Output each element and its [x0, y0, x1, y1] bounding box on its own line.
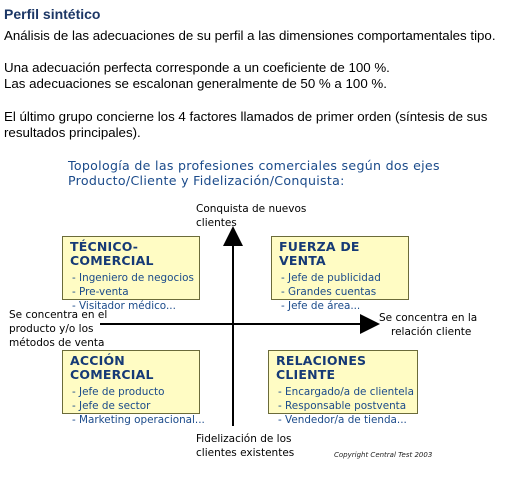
quadrant-title: RELACIONES CLIENTE	[276, 353, 367, 382]
axis-label-top-line-2: clientes	[196, 217, 237, 229]
axis-label-left-line-1: Se concentra en el	[9, 309, 108, 321]
quadrant-item: - Jefe de producto	[72, 386, 165, 398]
quadrant-title: TÉCNICO-COMERCIAL	[70, 239, 154, 268]
quadrant-item: - Marketing operacional...	[72, 414, 205, 426]
axis-label-top-line-1: Conquista de nuevos	[196, 203, 307, 215]
quadrant-item: - Encargado/a de clientela	[278, 386, 414, 398]
quadrant-item: - Visitador médico...	[72, 300, 176, 312]
axis-label-left-line-3: métodos de venta	[9, 337, 105, 349]
diagram-title-line-2: Producto/Cliente y Fidelización/Conquista:	[68, 173, 345, 188]
quadrant-item: - Vendedor/a de tienda...	[278, 414, 407, 426]
quadrant-item: - Ingeniero de negocios	[72, 272, 194, 284]
axis-label-left-line-2: producto y/o los	[9, 323, 94, 335]
group-paragraph: El último grupo concierne los 4 factores llamados de primer orden (síntesis de sus resultados principales).	[4, 109, 488, 140]
axis-label-right-line-2: relación cliente	[391, 326, 472, 338]
page-heading: Perfil sintético	[4, 6, 101, 22]
quadrant-title: FUERZA DE VENTA	[279, 239, 360, 268]
quadrant-fuerza-de-venta	[271, 236, 409, 312]
copyright-notice: Copyright Central Test 2003	[334, 451, 433, 459]
quadrant-item: - Grandes cuentas	[281, 286, 377, 298]
coefficient-line-1: Una adecuación perfecta corresponde a un coeficiente de 100 %.	[4, 60, 390, 75]
axis-label-right-line-1: Se concentra en la	[379, 312, 478, 324]
quadrant-title: ACCIÓN COMERCIAL	[70, 353, 154, 382]
quadrant-relaciones-cliente	[268, 350, 418, 426]
quadrant-item: - Jefe de sector	[72, 400, 151, 412]
intro-paragraph: Análisis de las adecuaciones de su perfil a las dimensiones comportamentales tipo.	[4, 28, 496, 43]
quadrant-tecnico-comercial	[62, 236, 200, 312]
axis-label-bottom-line-1: Fidelización de los	[196, 433, 292, 445]
quadrant-accion-comercial	[62, 350, 205, 426]
coefficient-line-2: Las adecuaciones se escalonan generalmente de 50 % a 100 %.	[4, 76, 387, 91]
axis-label-left	[9, 308, 107, 350]
diagram-title-line-1: Topología de las profesiones comerciales según dos ejes	[68, 158, 440, 173]
quadrant-item: - Jefe de área...	[281, 300, 361, 312]
quadrant-item: - Responsable postventa	[278, 400, 407, 412]
axis-label-bottom-line-2: clientes existentes	[196, 447, 295, 459]
axis-label-right	[379, 311, 477, 339]
quadrant-item: - Jefe de publicidad	[281, 272, 381, 284]
axis-label-bottom	[196, 432, 294, 460]
axis-label-top	[196, 202, 306, 230]
quadrant-item: - Pre-venta	[72, 286, 129, 298]
